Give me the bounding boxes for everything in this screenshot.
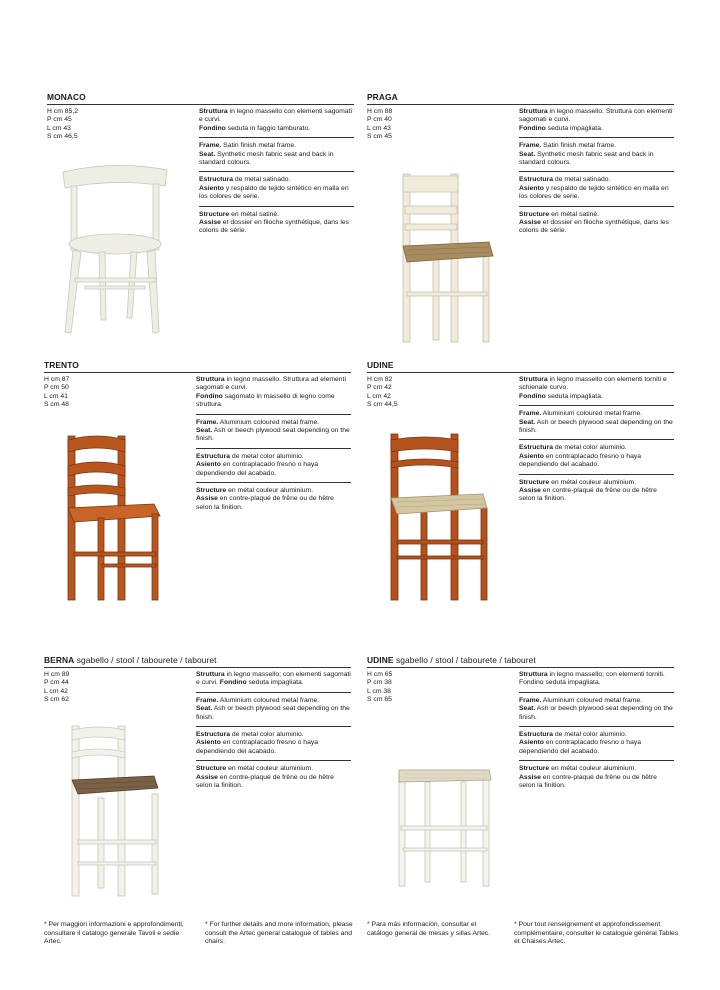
product-trento [44,360,364,511]
product-subtitle: sgabello / stool / tabourete / tabouret [393,655,536,665]
description-label: Estructura [519,444,553,452]
description-block [196,731,351,761]
description-text: en contre-plaqué de frêne ou de hêtre selon la finition. [196,773,334,790]
description-text: Synthetic mesh fabric seat and back in standard colours. [199,150,334,167]
product-name: UDINE [367,655,394,665]
dimension-line: L cm 38 [367,687,391,695]
description-text: Ash or beech plywood seat depending on the finish. [519,705,673,721]
description-label: Estructura [196,452,230,460]
description-block [196,453,351,483]
product-praga [367,92,687,235]
description-text: seduta impagliata. [545,124,603,132]
description-label: Assise [196,773,218,781]
description-label: Estructura [199,176,233,184]
dimension-line: S cm 65 [367,696,392,704]
description-label: Fondino [519,392,546,400]
description-label: Asiento [196,461,221,469]
description-text: seduta impagliata. [246,679,304,687]
description-block [196,419,351,449]
description-text: Ash or beech plywood seat depending on the finish. [519,418,673,435]
dimension-line: S cm 45 [367,133,392,141]
description-label: Assise [519,773,541,781]
description-text: seduta in faggio tamburato. [225,124,311,132]
description-text: de metal color aluminio. [553,731,627,739]
description-label: Asiento [519,184,544,192]
dimension-line: P cm 50 [44,384,69,392]
description [519,376,674,512]
description-label: Struttura [519,376,548,383]
description-block [196,765,351,794]
description-block [199,108,354,138]
product-name: TRENTO [44,360,79,370]
description-text: Ash or beech plywood seat depending on the finish. [196,427,350,443]
product-title [44,655,364,665]
product-udine [367,360,687,503]
description-text: en contre-plaqué de frêne ou de hêtre selon la finition. [519,487,657,503]
description-label: Seat. [519,705,536,713]
footnote-es: * Para más información, consultar el catálogo general de mesas y sillas Artec. [367,921,491,937]
description-text: de metal color aluminio. [230,452,304,460]
description-text: en métal couleur aluminium. [226,487,314,495]
dimension-line: P cm 40 [367,116,392,124]
description-block [199,176,354,206]
dimension-line: H cm 88 [367,108,393,115]
description-label: Asiento [199,184,224,192]
dimension-line: H cm 87 [44,376,70,383]
description-block [519,176,674,206]
description-text: Ash or beech plywood seat depending on the finish. [196,705,350,721]
description-block [199,142,354,172]
description-text: in legno massello; con elementi torniti. Fondino seduta impagliata. [519,671,665,687]
description-label: Seat. [519,150,536,158]
description-text: en contraplacado fresno o haya dependiendo del acabado. [519,739,642,755]
description-text: Aluminium coloured metal frame. [218,696,320,704]
description-text: de metal color aluminio. [230,731,304,739]
udine-stool-image [395,760,495,890]
description-block [519,108,674,138]
dimension-line: H cm 85,2 [47,108,78,115]
description-label: Assise [519,219,541,227]
dimensions [367,376,398,410]
description-label: Structure [519,210,550,218]
description-text: in legno massello; con elementi sagomati e curvi. [196,671,351,687]
description-block [519,731,674,761]
description-label: Asiento [196,739,221,747]
description-label: Frame. [196,418,219,426]
product-name: MONACO [47,92,86,102]
product-name: UDINE [367,360,394,370]
dimension-line: S cm 44,5 [367,401,398,409]
product-name: PRAGA [367,92,398,102]
description-block [196,376,351,415]
title-divider [367,104,674,105]
description [519,671,674,798]
description-label: Estructura [519,731,553,739]
title-divider [367,667,674,668]
product-title [44,360,364,370]
dimension-line: L cm 41 [44,392,68,400]
dimension-line: P cm 44 [44,679,69,687]
product-title [367,655,687,665]
product-name: BERNA [44,655,75,665]
dimension-line: L cm 42 [367,392,391,400]
description-label: Assise [519,487,541,495]
description-text: en contraplacado fresno o haya dependiendo del acabado. [196,461,319,477]
description-text: en métal couleur aluminium. [226,765,314,773]
monaco-chair-image [55,160,175,340]
description-block [196,487,351,516]
description-text: Aluminium coloured metal frame. [218,418,320,426]
description-label: Seat. [196,705,213,713]
description-label: Structure [519,765,550,773]
description-label: Seat. [199,150,216,158]
description-text: en métal satiné. [229,210,280,218]
description-label: Seat. [196,427,213,435]
footnote-en: * For further details and more information, please consult the Artec general catalogue of tables and chairs. [205,921,353,945]
product-title [367,92,687,102]
dimension-line: P cm 42 [367,384,392,392]
description-text: en contre-plaqué de frêne ou de hêtre selon la finition. [196,495,334,511]
dimension-line: S cm 46,5 [47,133,78,141]
description-text: seduta impagliata. [545,392,603,400]
description-block [196,697,351,727]
description-label: Structure [519,478,550,486]
dimensions [47,108,78,142]
dimension-line: L cm 43 [367,124,391,132]
dimension-line: S cm 48 [44,401,69,409]
description-label: Fondino [199,124,226,132]
description-label: Structure [199,210,230,218]
description-text: en métal couleur aluminium. [549,765,637,773]
description-label: Frame. [199,142,222,150]
dimension-line: H cm 89 [44,671,70,678]
description-text: en contraplacado fresno o haya dependiendo del acabado. [519,452,642,469]
footnote-it: * Per maggiori informazioni e approfondimenti, consultare il catalogo generale Tavoli e sedie Artec. [44,921,184,945]
description-text: de metal satinado. [553,176,611,184]
dimension-line: L cm 42 [44,687,68,695]
description-text: in legno massello con elementi torniti e schienale curvo. [519,376,667,392]
product-berna-stool [44,655,364,790]
description-label: Assise [199,219,221,227]
dimension-line: L cm 43 [47,124,71,132]
description-text: in legno massello con elementi sagomati e curvi. [199,108,353,124]
description-block [519,376,674,406]
description-block [519,697,674,727]
description-label: Frame. [519,696,542,704]
description-label: Assise [196,495,218,503]
description-block [519,211,674,240]
dimensions [367,671,392,705]
dimension-line: P cm 45 [47,116,72,124]
description-label: Asiento [519,739,544,747]
description-text: y respaldo de tejido sintético en malla en los colores de serie. [199,184,349,201]
description-block [199,211,354,240]
description [196,376,351,520]
footnote-fr: * Pour tout renseignement et approfondissement complémentaire, consulter le catalogue général Tables et Chaises Artec. [514,921,679,945]
description-block [519,444,674,474]
udine-chair-image [385,430,495,605]
product-title [367,360,687,370]
description [199,108,354,244]
dimension-line: S cm 62 [44,696,69,704]
description-text: Synthetic mesh fabric seat and back in standard colours. [519,150,654,167]
description-label: Fondino [219,679,247,687]
praga-chair-image [393,170,503,345]
description-text: Aluminium coloured metal frame. [541,410,643,418]
description-label: Estructura [196,731,230,739]
description-label: Fondino [196,392,223,400]
description-label: Frame. [196,696,219,704]
dimensions [367,108,392,142]
trento-chair-image [62,432,167,604]
description-text: y respaldo de tejido sintético en malla en los colores de serie. [519,184,669,201]
description-label: Structure [196,487,227,495]
description-block [519,671,674,693]
description-text: de metal satinado. [233,176,291,184]
description-text: Satin finish metal frame. [541,142,617,150]
description-text: de metal color aluminio. [553,444,627,452]
description-label: Frame. [519,410,542,418]
description [196,671,351,798]
description-label: Structure [196,765,227,773]
description [519,108,674,244]
description-text: en métal couleur aluminium. [549,478,637,486]
description-label: Fondino [519,124,546,132]
title-divider [44,372,351,373]
description-block [196,671,351,693]
description-label: Struttura [199,108,228,115]
title-divider [367,372,674,373]
description-label: Struttura [519,108,548,115]
product-udine-stool [367,655,687,790]
dimensions [44,671,69,705]
description-text: en contre-plaqué de frêne ou de hêtre selon la finition. [519,773,657,790]
description-text: en métal satiné. [549,210,600,218]
dimension-line: H cm 82 [367,376,393,383]
product-title [47,92,367,102]
berna-stool-image [68,722,168,900]
dimension-line: H cm 65 [367,671,393,678]
description-text: in legno massello. Struttura con elementi sagomati e curvi. [519,108,673,124]
description-label: Asiento [519,452,544,460]
description-text: Aluminium coloured metal frame. [541,696,643,704]
description-block [519,142,674,172]
dimensions [44,376,69,410]
title-divider [47,104,354,105]
description-label: Struttura [196,671,225,678]
description-text: et dossier en filoche synthétique, dans les coloris de série. [519,219,670,235]
description-text: en contraplacado fresno o haya dependiendo del acabado. [196,739,319,755]
description-label: Seat. [519,418,536,426]
description-text: Satin finish metal frame. [221,142,297,150]
description-label: Frame. [519,142,542,150]
dimension-line: P cm 38 [367,679,392,687]
description-block [519,479,674,508]
description-label: Struttura [519,671,548,678]
description-block [519,410,674,440]
product-monaco [47,92,367,235]
description-text: in legno massello. Struttura ad elementi sagomati e curvi. [196,376,346,392]
title-divider [44,667,351,668]
description-text: et dossier en filoche synthétique, dans les coloris de série. [199,219,350,235]
product-subtitle: sgabello / stool / tabourete / tabouret [74,655,217,665]
description-text: sagomato in massello di legno come struttura. [196,392,335,409]
description-block [519,765,674,794]
description-label: Estructura [519,176,553,184]
description-label: Struttura [196,376,225,383]
